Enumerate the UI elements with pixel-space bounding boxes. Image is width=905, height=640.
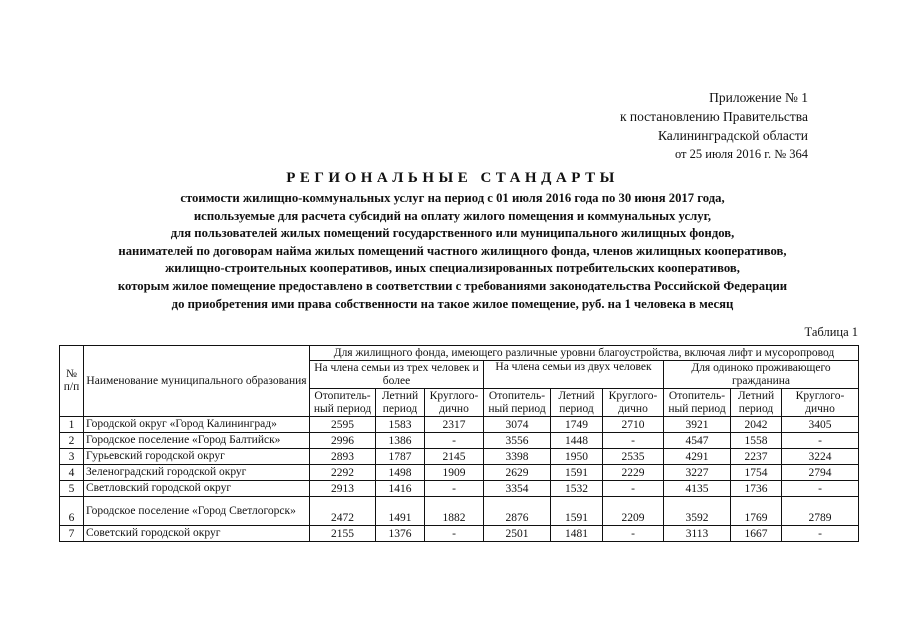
row-value: 1583 [376, 417, 425, 433]
row-value: 3398 [484, 449, 551, 465]
header-col-label: Летний период [731, 389, 782, 417]
row-value: 1950 [551, 449, 603, 465]
header-group: Для жилищного фонда, имеющего различные уровни благоустройства, включая лифт и мусоропровод [310, 346, 859, 361]
row-value: 1376 [376, 526, 425, 542]
row-value: 1558 [731, 433, 782, 449]
row-value: - [603, 433, 664, 449]
header-col-label: Круглого-дично [782, 389, 859, 417]
row-value: 1591 [551, 497, 603, 526]
table-row [60, 417, 859, 433]
row-value: 1667 [731, 526, 782, 542]
standards-table [59, 345, 859, 542]
row-num: 1 [60, 417, 84, 433]
row-municipality-name: Гурьевский городской округ [84, 449, 310, 465]
table-row [60, 449, 859, 465]
header-subgroup-two: На члена семьи из двух человек [484, 361, 664, 389]
row-value: 1498 [376, 465, 425, 481]
row-value: 2996 [310, 433, 376, 449]
row-num: 7 [60, 526, 84, 542]
document-subtitle [0, 190, 905, 313]
row-value: 1416 [376, 481, 425, 497]
header-col-label: Летний период [376, 389, 425, 417]
table-label: Таблица 1 [804, 325, 858, 339]
row-value: 1386 [376, 433, 425, 449]
table-row [60, 433, 859, 449]
row-value: 2472 [310, 497, 376, 526]
row-value: 3074 [484, 417, 551, 433]
row-num: 4 [60, 465, 84, 481]
row-value: 2292 [310, 465, 376, 481]
row-value: 1481 [551, 526, 603, 542]
row-value: 2501 [484, 526, 551, 542]
row-value: - [782, 526, 859, 542]
row-value: 3227 [664, 465, 731, 481]
row-value: - [603, 526, 664, 542]
header-col-label: Летний период [551, 389, 603, 417]
row-value: 3113 [664, 526, 731, 542]
subtitle-line: которым жилое помещение предоставлено в соответствии с требованиями законодательства Российской Федерации [117, 278, 788, 293]
row-value: 1491 [376, 497, 425, 526]
row-municipality-name: Городской округ «Город Калининград» [84, 417, 310, 433]
row-value: 4291 [664, 449, 731, 465]
header-name: Наименование муниципального образования [84, 346, 310, 417]
row-value: 4135 [664, 481, 731, 497]
row-municipality-name: Зеленоградский городской округ [84, 465, 310, 481]
appendix-line: Калининградской области [657, 128, 808, 143]
row-value: 1769 [731, 497, 782, 526]
row-value: 2317 [425, 417, 484, 433]
row-value: - [425, 481, 484, 497]
row-municipality-name: Городское поселение «Город Светлогорск» [84, 497, 310, 526]
row-value: 2794 [782, 465, 859, 481]
row-value: 3224 [782, 449, 859, 465]
row-value: 2042 [731, 417, 782, 433]
row-value: 1749 [551, 417, 603, 433]
row-num: 2 [60, 433, 84, 449]
table-row [60, 465, 859, 481]
row-value: 4547 [664, 433, 731, 449]
appendix-date: от 25 июля 2016 г. № 364 [674, 147, 808, 161]
appendix-line: Приложение № 1 [709, 90, 808, 105]
document-title: РЕГИОНАЛЬНЫЕ СТАНДАРТЫ [286, 170, 619, 186]
row-value: 1787 [376, 449, 425, 465]
table-row [60, 481, 859, 497]
row-value: 1909 [425, 465, 484, 481]
row-value: 2876 [484, 497, 551, 526]
subtitle-line: до приобретения ими права собственности на такое жилое помещение, руб. на 1 человека в месяц [171, 296, 734, 311]
row-value: 3405 [782, 417, 859, 433]
header-subgroup-single: Для одиноко проживающего гражданина [664, 361, 859, 389]
header-col-label: Отопитель-ный период [310, 389, 376, 417]
row-value: 3592 [664, 497, 731, 526]
table-row [60, 526, 859, 542]
row-value: 3921 [664, 417, 731, 433]
subtitle-line: стоимости жилищно-коммунальных услуг на период с 01 июля 2016 года по 30 июня 2017 года, [180, 191, 725, 205]
row-value: 2913 [310, 481, 376, 497]
table-row [60, 497, 859, 526]
row-value: 2629 [484, 465, 551, 481]
header-col-label: Круглого-дично [425, 389, 484, 417]
header-num: № п/п [60, 346, 84, 417]
appendix-line: к постановлению Правительства [619, 109, 808, 124]
subtitle-line: жилищно-строительных кооперативов, иных специализированных потребительских кооперативов, [165, 261, 740, 276]
row-value: 1882 [425, 497, 484, 526]
row-value: 2710 [603, 417, 664, 433]
row-municipality-name: Светловский городской округ [84, 481, 310, 497]
appendix-block [620, 88, 808, 164]
row-value: 2789 [782, 497, 859, 526]
header-col-label: Отопитель-ный период [664, 389, 731, 417]
subtitle-line: нанимателей по договорам найма жилых помещений частного жилищного фонда, членов жилищных кооперативов, [118, 243, 787, 258]
row-value: - [425, 433, 484, 449]
row-value: - [782, 433, 859, 449]
row-value: 2535 [603, 449, 664, 465]
header-col-label: Круглого-дично [603, 389, 664, 417]
row-num: 3 [60, 449, 84, 465]
row-value: - [603, 481, 664, 497]
row-value: 2893 [310, 449, 376, 465]
row-value: - [782, 481, 859, 497]
row-municipality-name: Городское поселение «Город Балтийск» [84, 433, 310, 449]
header-col-label: Отопитель-ный период [484, 389, 551, 417]
row-value: 1736 [731, 481, 782, 497]
row-value: 2237 [731, 449, 782, 465]
row-value: 1754 [731, 465, 782, 481]
row-value: 2595 [310, 417, 376, 433]
row-num: 6 [60, 497, 84, 526]
row-value: 1448 [551, 433, 603, 449]
row-num: 5 [60, 481, 84, 497]
row-value: 2145 [425, 449, 484, 465]
row-value: 2229 [603, 465, 664, 481]
row-value: - [425, 526, 484, 542]
header-subgroup-three: На члена семьи из трех человек и более [310, 361, 484, 389]
row-value: 1591 [551, 465, 603, 481]
row-municipality-name: Советский городской округ [84, 526, 310, 542]
row-value: 1532 [551, 481, 603, 497]
subtitle-line: для пользователей жилых помещений государственного или муниципального жилищных фондов, [170, 226, 735, 241]
row-value: 3354 [484, 481, 551, 497]
row-value: 3556 [484, 433, 551, 449]
subtitle-line: используемые для расчета субсидий на оплату жилого помещения и коммунальных услуг, [193, 208, 712, 223]
row-value: 2155 [310, 526, 376, 542]
row-value: 2209 [603, 497, 664, 526]
